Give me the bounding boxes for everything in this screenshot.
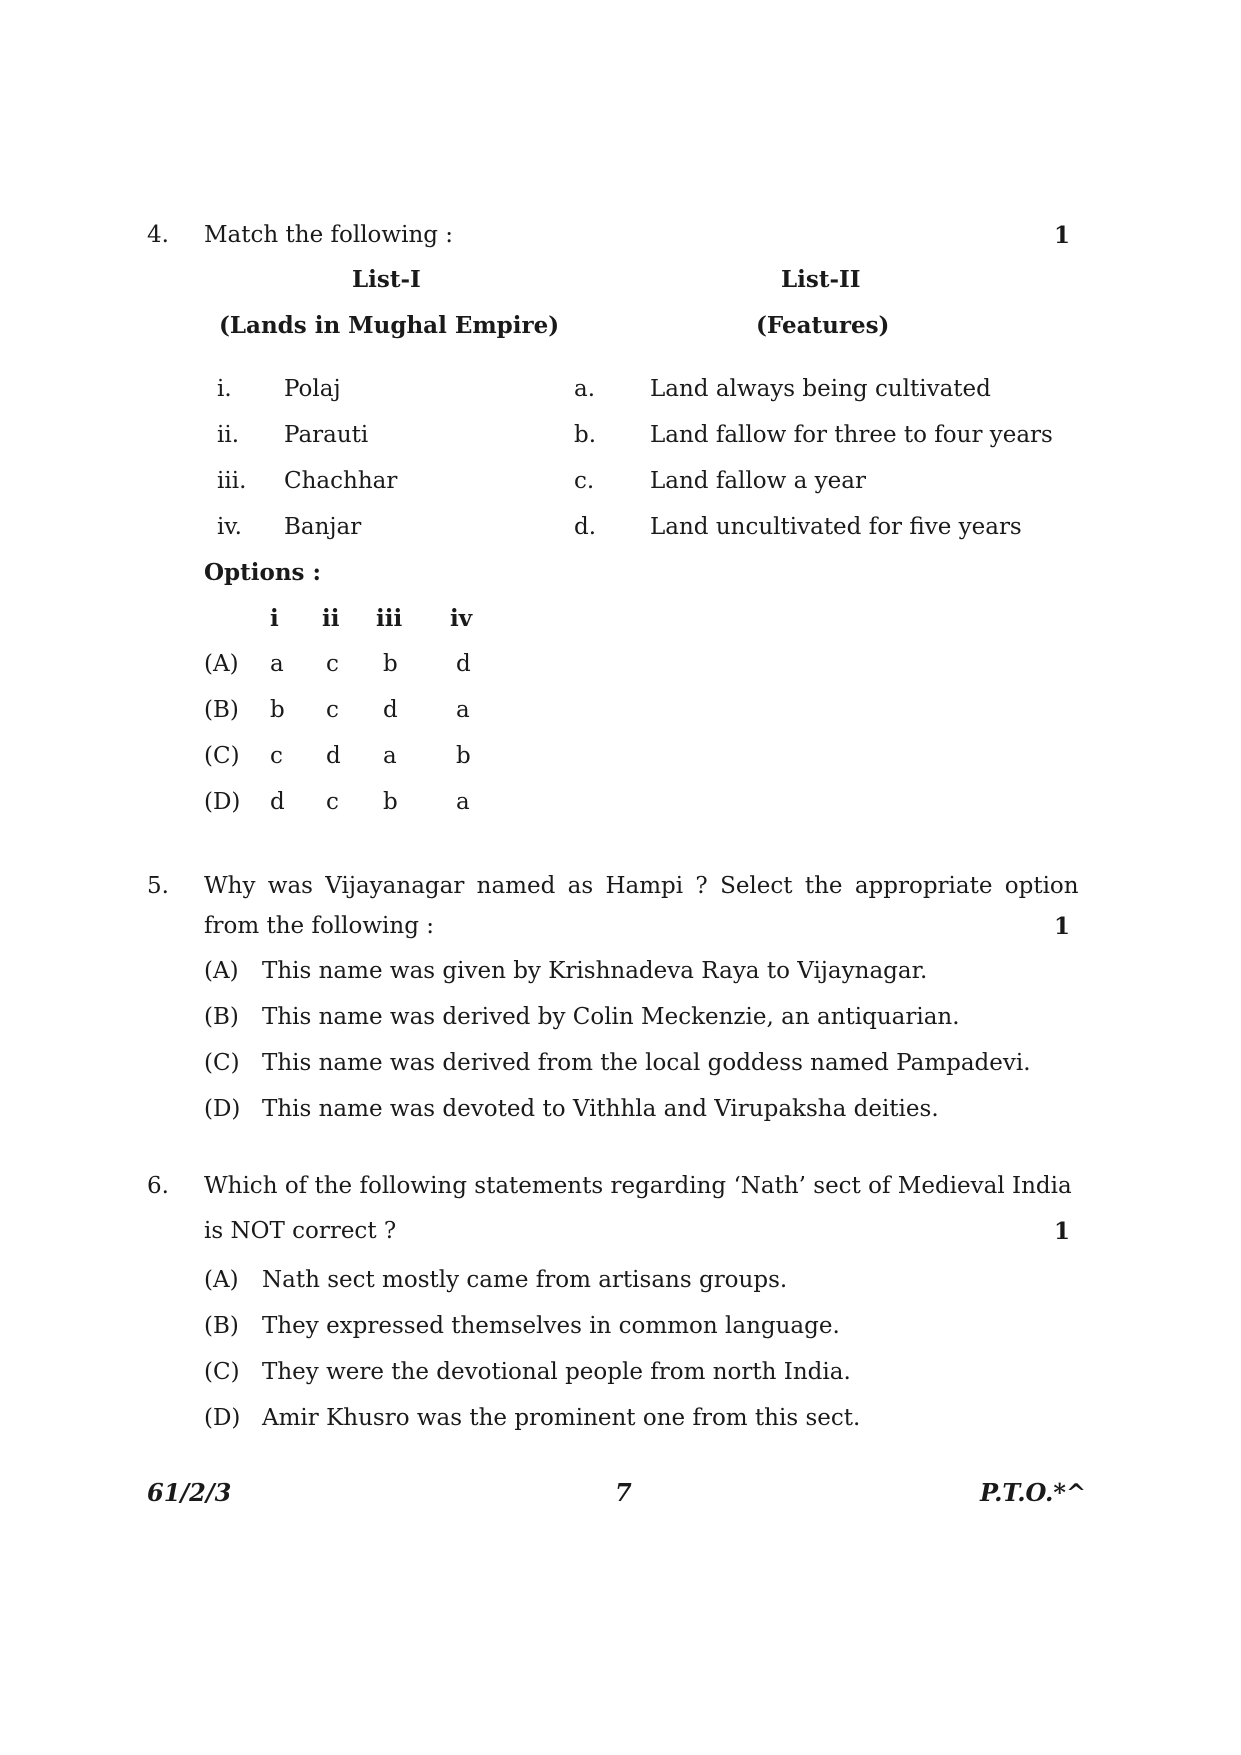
option-text: This name was derived from the local goddess named Pampadevi. (262, 1050, 1031, 1076)
option-text: This name was given by Krishnadeva Raya to Vijaynagar. (262, 958, 928, 984)
row-land: Chachhar (284, 468, 398, 494)
option-text: This name was devoted to Vithhla and Virupaksha deities. (262, 1096, 939, 1122)
paper-code: 61/2/3 (147, 1478, 232, 1507)
option-text: This name was derived by Colin Meckenzie, an antiquarian. (262, 1004, 960, 1030)
option-value: c (326, 789, 339, 815)
option-label: (A) (204, 1267, 239, 1293)
row-numeral: iii. (217, 468, 247, 494)
option-value: b (270, 697, 285, 723)
option-label: (C) (204, 743, 240, 769)
option-label: (B) (204, 697, 239, 723)
option-header-i: i (270, 605, 279, 632)
option-label: (D) (204, 1096, 241, 1122)
option-text: Amir Khusro was the prominent one from this sect. (262, 1405, 861, 1431)
page-number: 7 (615, 1478, 632, 1507)
option-value: c (326, 697, 339, 723)
question-marks: 1 (1054, 1218, 1071, 1245)
option-value: d (383, 697, 398, 723)
option-value: d (456, 651, 471, 677)
row-letter: c. (574, 468, 595, 494)
question-marks: 1 (1054, 222, 1071, 249)
row-numeral: iv. (217, 514, 242, 540)
question-number: 6. (147, 1173, 169, 1199)
option-text: Nath sect mostly came from artisans groups. (262, 1267, 788, 1293)
option-value: c (270, 743, 283, 769)
row-land: Parauti (284, 422, 369, 448)
row-letter: a. (574, 376, 596, 402)
option-value: c (326, 651, 339, 677)
question-prompt: Match the following : (204, 222, 454, 248)
option-text: They were the devotional people from north India. (262, 1359, 851, 1385)
row-numeral: i. (217, 376, 232, 402)
option-header-iv: iv (450, 605, 473, 632)
row-feature: Land uncultivated for five years (650, 514, 1022, 540)
row-numeral: ii. (217, 422, 240, 448)
row-letter: d. (574, 514, 597, 540)
question-prompt-line1: Which of the following statements regarding ‘Nath’ sect of Medieval India (204, 1173, 1072, 1199)
option-header-iii: iii (376, 605, 403, 632)
question-marks: 1 (1054, 913, 1071, 940)
option-value: a (456, 789, 470, 815)
list1-title: List-I (352, 266, 421, 293)
option-value: a (456, 697, 470, 723)
row-feature: Land fallow for three to four years (650, 422, 1053, 448)
option-value: d (270, 789, 285, 815)
option-label: (C) (204, 1050, 240, 1076)
question-prompt-line2: is NOT correct ? (204, 1218, 397, 1244)
option-label: (A) (204, 651, 239, 677)
row-feature: Land fallow a year (650, 468, 866, 494)
row-letter: b. (574, 422, 597, 448)
question-number: 4. (147, 222, 169, 248)
list1-subtitle: (Lands in Mughal Empire) (219, 312, 560, 339)
option-label: (D) (204, 1405, 241, 1431)
option-value: b (383, 789, 398, 815)
row-land: Banjar (284, 514, 362, 540)
options-label: Options : (204, 559, 321, 586)
option-label: (B) (204, 1004, 239, 1030)
option-label: (A) (204, 958, 239, 984)
question-number: 5. (147, 873, 169, 899)
option-value: a (270, 651, 284, 677)
option-label: (B) (204, 1313, 239, 1339)
pto-mark: P.T.O.*^ (980, 1478, 1087, 1507)
option-value: b (456, 743, 471, 769)
question-prompt-line1: Why was Vijayanagar named as Hampi ? Select the appropriate option (204, 873, 1079, 899)
option-value: a (383, 743, 397, 769)
list2-title: List-II (781, 266, 861, 293)
option-header-ii: ii (322, 605, 340, 632)
option-value: d (326, 743, 341, 769)
option-value: b (383, 651, 398, 677)
option-label: (C) (204, 1359, 240, 1385)
question-prompt-line2: from the following : (204, 913, 435, 939)
list2-subtitle: (Features) (756, 312, 890, 339)
row-land: Polaj (284, 376, 341, 402)
option-label: (D) (204, 789, 241, 815)
option-text: They expressed themselves in common language. (262, 1313, 840, 1339)
row-feature: Land always being cultivated (650, 376, 991, 402)
